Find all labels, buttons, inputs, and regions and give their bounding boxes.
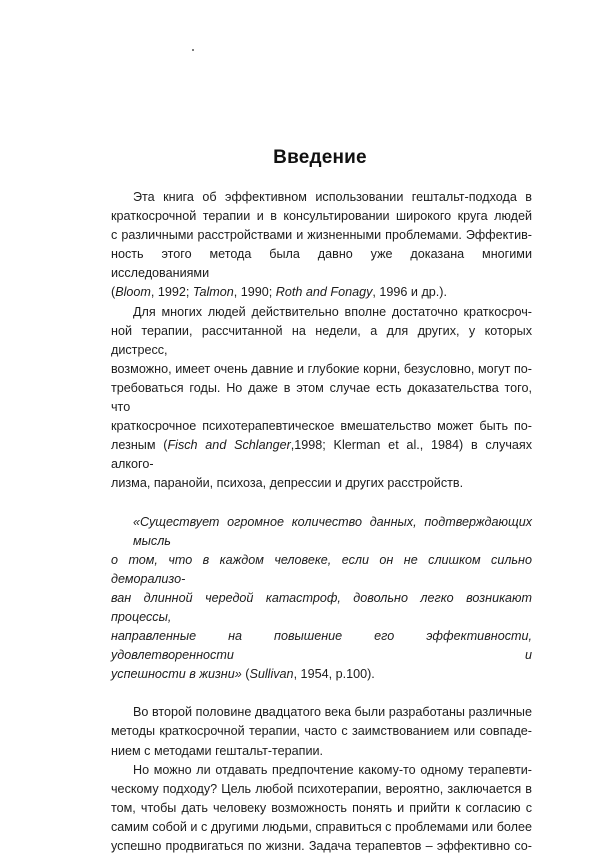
paragraph-gap	[111, 684, 532, 703]
paragraph-methods	[111, 703, 532, 760]
scan-speck	[192, 49, 194, 51]
text-line: самим собой и с другими людьми, справиться с проблемами или более	[111, 819, 532, 834]
text-line: ческому подходу? Цель любой психотерапии, вероятно, заключается в	[111, 781, 532, 796]
text-line: ной терапии, рассчитанной на недели, а для других, у которых дистресс,	[111, 323, 532, 357]
text-line: краткосрочное психотерапевтическое вмешательство может быть по-	[111, 419, 532, 434]
text-line: методы краткосрочной терапии, часто с заимствованием или совпаде-	[111, 724, 532, 739]
citation-year: , 1996 и др.).	[372, 285, 447, 300]
text-line: успешно продвигаться по жизни. Задача терапевтов – эффективно со-	[111, 839, 532, 853]
text-line: ность этого метода была давно уже доказана многими исследованиями	[111, 247, 532, 281]
text-fragment: ,1998; Klerman et al., 1984) в случаях алкого-	[111, 438, 533, 472]
citation-year: , 1992;	[150, 285, 193, 300]
quote-line: направленные на повышение его эффективности, удовлетворенности и	[111, 629, 532, 663]
page-title: Введение	[273, 147, 367, 168]
text-line: краткосрочной терапии и в консультировании широкого круга людей	[111, 209, 532, 224]
text-line: том, чтобы дать человеку возможность понять и прийти к согласию с	[111, 800, 532, 815]
text-line: возможно, имеет очень давние и глубокие корни, безусловно, могут по-	[111, 361, 532, 376]
text-line: Эта книга об эффективном использовании гештальт-подхода в	[133, 190, 532, 204]
paragraph-short-term	[111, 303, 532, 494]
text-line: нием с методами гештальт-терапии.	[111, 743, 324, 758]
citation-author: Fisch and Schlanger	[167, 438, 291, 453]
body-text	[111, 188, 532, 856]
text-line: лизма, паранойи, психоза, депрессии и других расстройств.	[111, 476, 464, 491]
text-line: Но можно ли отдавать предпочтение какому-то одному терапевти-	[133, 762, 532, 777]
text-line-citations	[111, 283, 532, 302]
block-quote	[111, 513, 532, 685]
paren-open: (	[111, 285, 116, 300]
citation-year: , 1954, р.100).	[293, 667, 375, 682]
paragraph-gap	[111, 494, 532, 513]
paren-open: (	[245, 667, 250, 682]
text-line: с различными расстройствами и жизненными проблемами. Эффектив-	[111, 228, 532, 243]
text-line-citations	[111, 436, 532, 474]
paragraph-intro	[111, 188, 532, 303]
citation-year: , 1990;	[233, 285, 276, 300]
paragraph-approach	[111, 761, 532, 856]
citation-author: Bloom	[115, 285, 151, 300]
quote-line: ван длинной чередой катастроф, довольно легко возникают процессы,	[111, 590, 532, 624]
quote-line: «Существует огромное количество данных, подтверждающих мысль	[133, 514, 532, 548]
citation-author: Sullivan	[249, 667, 294, 682]
quote-fragment: успешности в жизни»	[111, 667, 246, 682]
citation-author: Talmon	[192, 285, 234, 300]
text-line: Для многих людей действительно вполне достаточно краткосроч-	[133, 304, 532, 319]
quote-line-citation	[111, 665, 532, 684]
quote-line: о том, что в каждом человеке, если он не слишком сильно деморализо-	[111, 552, 532, 586]
citation-author: Roth and Fonagy	[275, 285, 373, 300]
text-line: требоваться годы. Но даже в этом случае есть доказательства того, что	[111, 380, 532, 415]
text-line: Во второй половине двадцатого века были разработаны различные	[133, 705, 532, 720]
text-fragment: лезным (	[111, 438, 168, 453]
